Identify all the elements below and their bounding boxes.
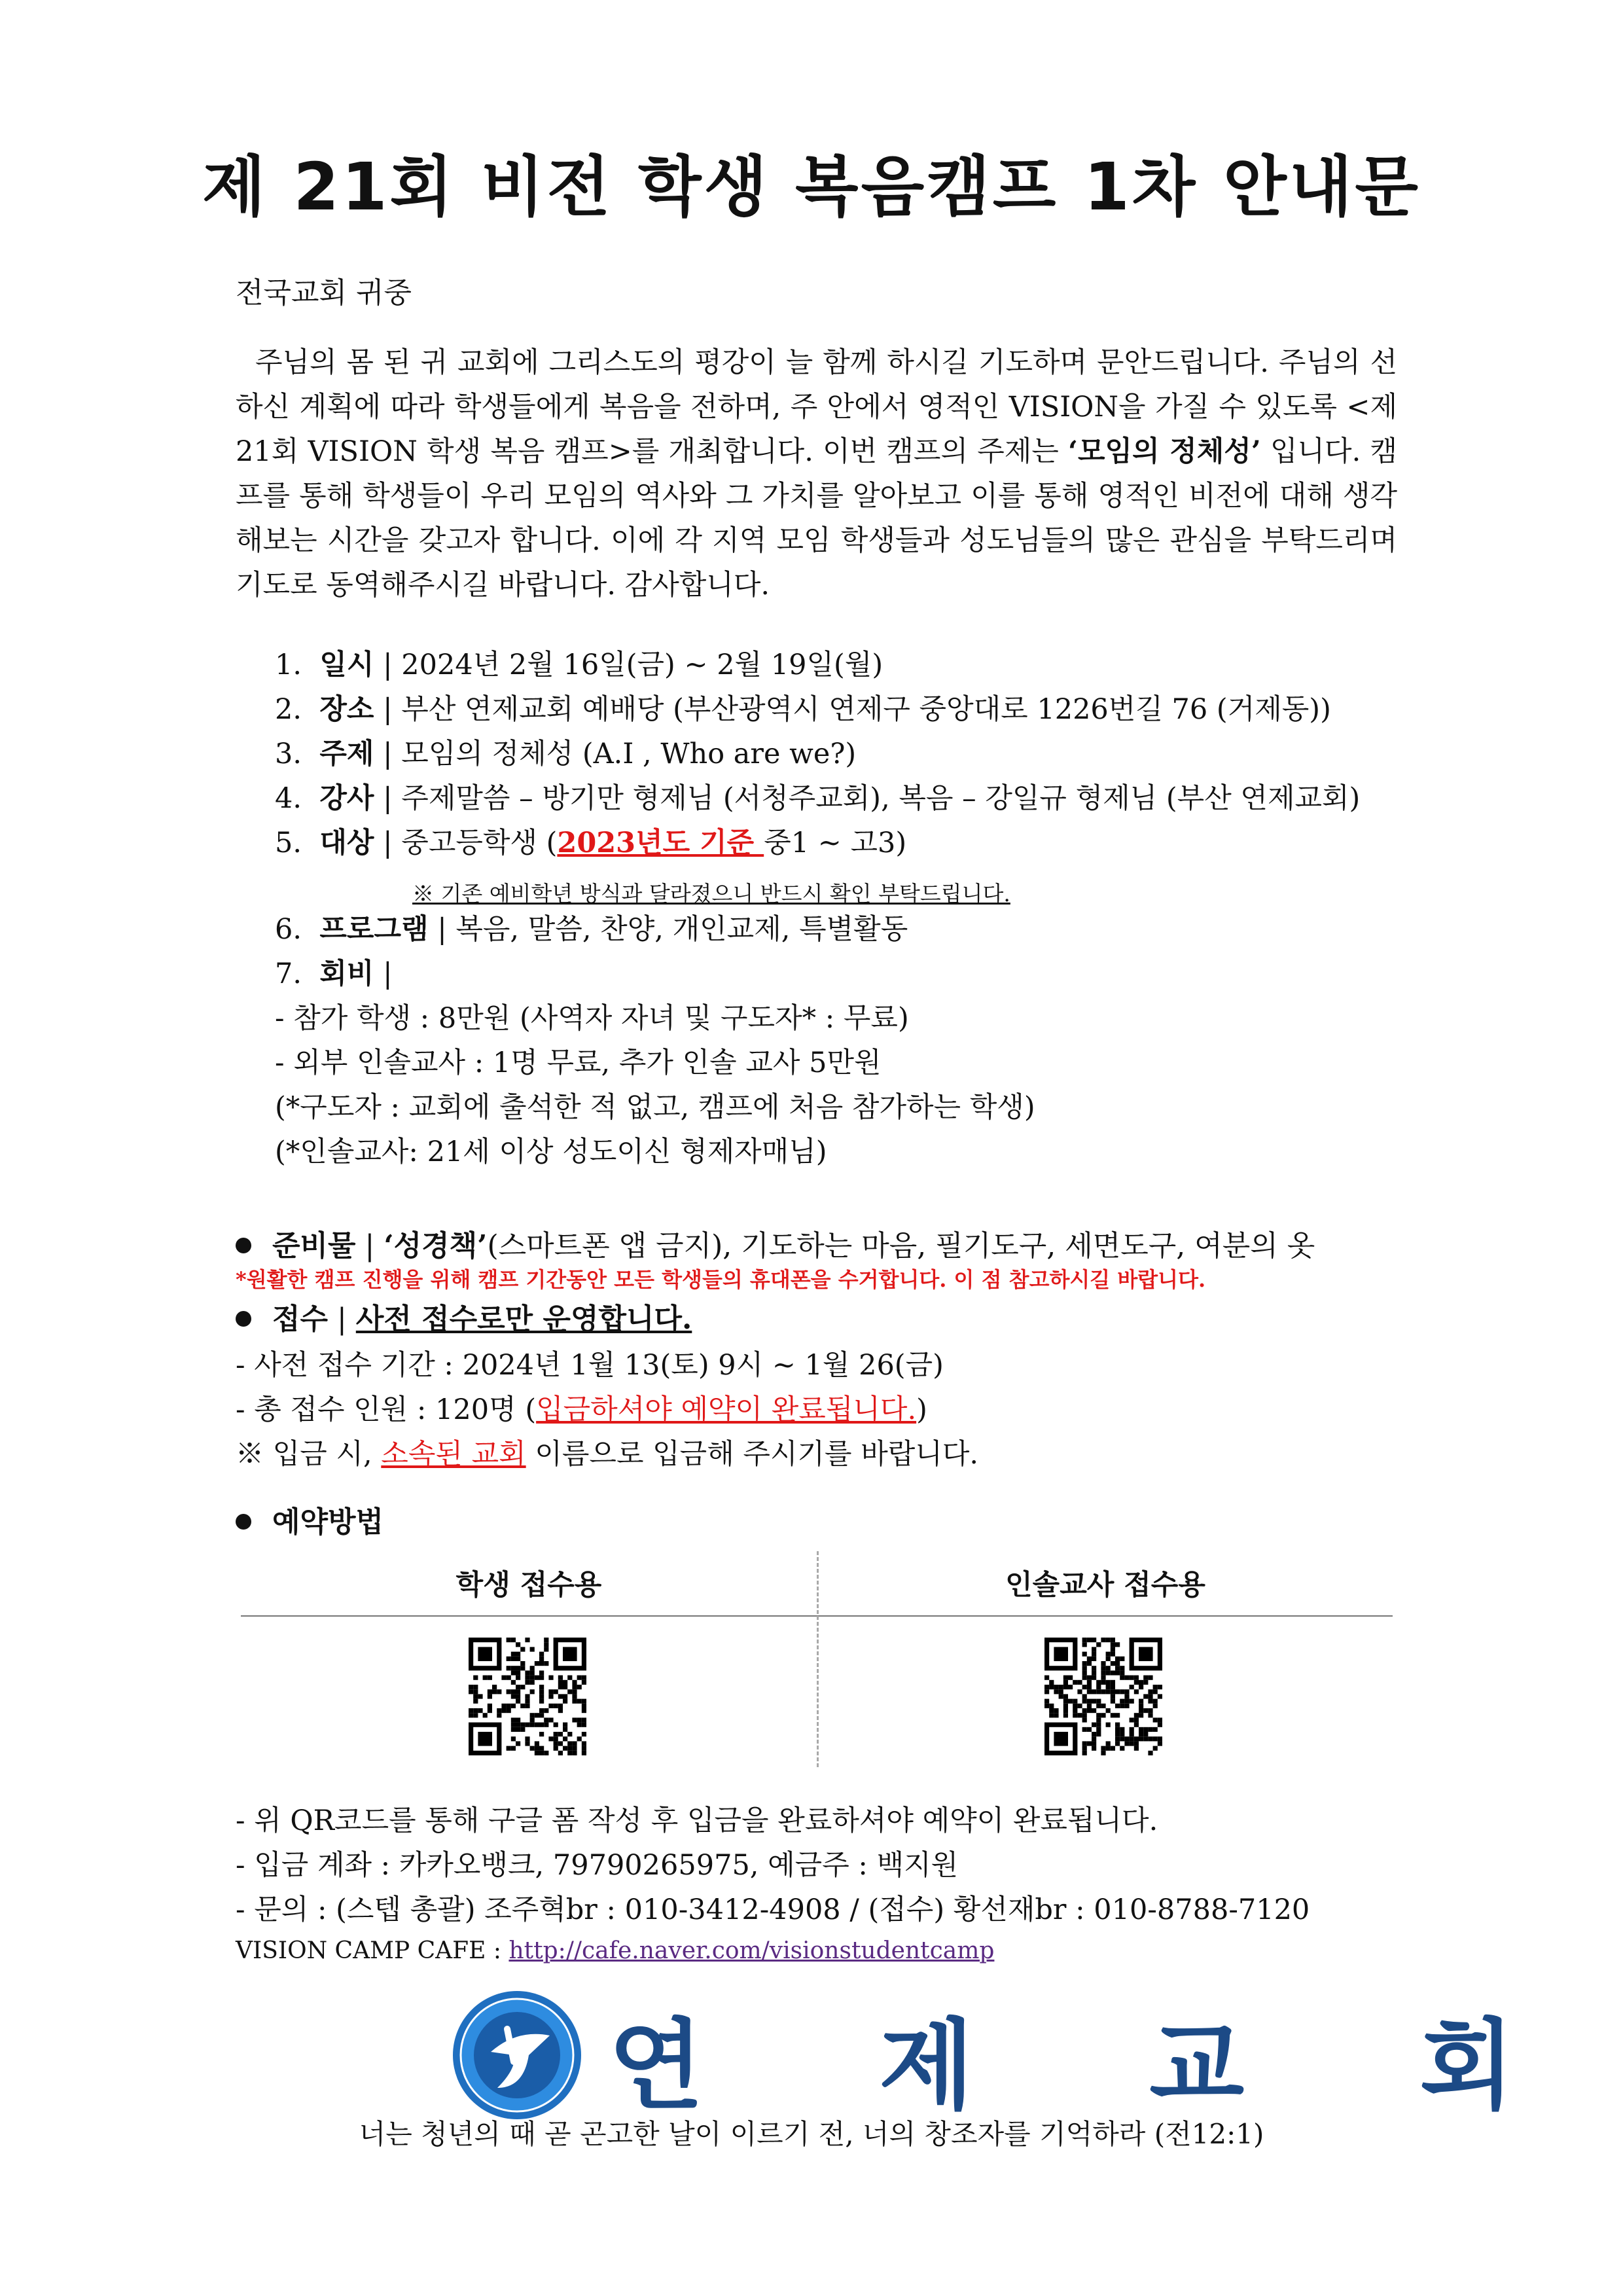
reception-separator: | bbox=[328, 1302, 356, 1336]
item-number: 4. bbox=[275, 782, 302, 815]
deposit-suffix: 이름으로 입금해 주시기를 바랍니다. bbox=[526, 1438, 979, 1471]
intro-paragraph bbox=[236, 340, 1397, 607]
item-number: 7. bbox=[275, 958, 302, 990]
item-value: | bbox=[374, 958, 393, 990]
page-title: 제 21회 비전 학생 복음캠프 1차 안내문 bbox=[202, 149, 1421, 225]
count-suffix: ) bbox=[916, 1393, 927, 1426]
bullet-icon bbox=[236, 1238, 251, 1253]
bullet-icon bbox=[236, 1514, 251, 1530]
prep-separator: | bbox=[355, 1229, 384, 1263]
contact-line: - 문의 : (스텝 총괄) 조주혁br : 010-3412-4908 / (접수) 황선재br : 010-8788-7120 bbox=[236, 1893, 1310, 1926]
bank-account: - 입금 계좌 : 카카오뱅크, 79790265975, 예금주 : 백지원 bbox=[236, 1849, 959, 1882]
cafe-line bbox=[236, 1937, 994, 1964]
phone-warning: *원활한 캠프 진행을 위해 캠프 기간동안 모든 학생들의 휴대폰을 수거합니다. 이 점 참고하시길 바랍니다. bbox=[236, 1267, 1206, 1292]
registration-details bbox=[236, 1343, 978, 1477]
reception-section bbox=[236, 1297, 692, 1342]
intro-before: 주님의 몸 된 귀 교회에 그리스도의 평강이 늘 함께 하시길 기도하며 문안드립니다. 주님의 선하신 계획에 따라 학생들에게 복음을 전하며, 주 안에서 영적인 VISION을 가질 수 있도록 <제 21회 VISION 학생 복음 캠프>를 개최합니다. 이번 캠프의 주제는 bbox=[236, 346, 1398, 468]
item-label: 강사 bbox=[319, 782, 374, 815]
target-highlight: 2023년도 기준 bbox=[557, 827, 764, 859]
item-speakers bbox=[275, 776, 1360, 821]
item-label: 주제 bbox=[319, 738, 374, 770]
deposit-prefix: ※ 입금 시, bbox=[236, 1438, 382, 1471]
prep-bible: ‘성경책’ bbox=[383, 1229, 488, 1263]
item-label: 프로그램 bbox=[319, 913, 429, 946]
contact-info bbox=[236, 1799, 1310, 1932]
intro-after: 입니다. 캠프를 통해 학생들이 우리 모임의 역사와 그 가치를 알아보고 이를 통해 영적인 비전에 대해 생각해보는 시간을 갖고자 합니다. 이에 각 지역 모임 학생들과 성도님들의 많은 관심을 부탁드리며 기도로 동역해주시길 바랍니다. 감사합니다. bbox=[236, 435, 1398, 601]
count-notice: 입금하셔야 예약이 완료됩니다. bbox=[536, 1393, 917, 1426]
item-value: | 중고등학생 ( bbox=[374, 827, 558, 859]
column-divider bbox=[817, 1551, 819, 1767]
target-note: ※ 기존 예비학년 방식과 달라졌으니 반드시 확인 부탁드립니다. bbox=[412, 881, 1010, 906]
church-name: 연 제 교 회 bbox=[609, 2009, 1586, 2123]
item-label: 장소 bbox=[319, 693, 374, 726]
student-qr-code[interactable] bbox=[469, 1638, 586, 1755]
item-value: | 부산 연제교회 예배당 (부산광역시 연제구 중앙대로 1226번길 76 (거제동)) bbox=[374, 693, 1331, 726]
bible-verse: 너는 청년의 때 곧 곤고한 날이 이르기 전, 너의 창조자를 기억하라 (전12:1) bbox=[359, 2118, 1264, 2150]
fee-details bbox=[275, 996, 1035, 1174]
count-prefix: - 총 접수 인원 : 120명 ( bbox=[236, 1393, 537, 1426]
item-label: 대상 bbox=[319, 827, 374, 859]
item-number: 1. bbox=[275, 649, 302, 681]
item-number: 2. bbox=[275, 693, 302, 726]
student-qr-label: 학생 접수용 bbox=[455, 1569, 602, 1602]
fee-line: (*인솔교사: 21세 이상 성도이신 형제자매님) bbox=[275, 1136, 827, 1168]
item-value: | 주제말씀 – 방기만 형제님 (서청주교회), 복음 – 강일규 형제님 (부산 연제교회) bbox=[374, 782, 1361, 815]
reception-value: 사전 접수로만 운영합니다. bbox=[355, 1302, 692, 1336]
item-program bbox=[275, 907, 908, 952]
prep-section bbox=[236, 1224, 1315, 1268]
reception-label: 접수 bbox=[272, 1302, 329, 1336]
church-logo-icon bbox=[452, 1990, 582, 2121]
item-value: | 2024년 2월 16일(금) ~ 2월 19일(월) bbox=[374, 649, 883, 681]
deposit-note bbox=[236, 1432, 978, 1477]
greeting: 전국교회 귀중 bbox=[236, 276, 412, 310]
method-section bbox=[236, 1500, 383, 1545]
item-number: 5. bbox=[275, 827, 302, 859]
item-target bbox=[275, 821, 1360, 865]
item-value: | 복음, 말씀, 찬양, 개인교제, 특별활동 bbox=[428, 913, 908, 946]
item-date bbox=[275, 643, 1360, 687]
teacher-qr-label: 인솔교사 접수용 bbox=[1005, 1569, 1205, 1602]
prep-items: (스마트폰 앱 금지), 기도하는 마음, 필기도구, 세면도구, 여분의 옷 bbox=[487, 1229, 1315, 1263]
item-number: 3. bbox=[275, 738, 302, 770]
item-label: 일시 bbox=[319, 649, 374, 681]
info-list bbox=[275, 643, 1360, 865]
fee-line: (*구도자 : 교회에 출석한 적 없고, 캠프에 처음 참가하는 학생) bbox=[275, 1091, 1035, 1124]
cafe-link[interactable]: http://cafe.naver.com/visionstudentcamp bbox=[508, 1937, 995, 1964]
item-value: | 모임의 정체성 (A.I , Who are we?) bbox=[374, 738, 857, 770]
intro-theme: ‘모임의 정체성’ bbox=[1068, 435, 1261, 468]
registration-count bbox=[236, 1388, 978, 1432]
deposit-highlight: 소속된 교회 bbox=[381, 1438, 526, 1471]
qr-instruction: - 위 QR코드를 통해 구글 폼 작성 후 입금을 완료하셔야 예약이 완료됩니다. bbox=[236, 1804, 1158, 1837]
bullet-icon bbox=[236, 1311, 251, 1327]
prep-label: 준비물 bbox=[272, 1229, 356, 1263]
item-fee bbox=[275, 952, 908, 996]
registration-period: - 사전 접수 기간 : 2024년 1월 13(토) 9시 ~ 1월 26(금) bbox=[236, 1349, 944, 1382]
item-place bbox=[275, 687, 1360, 732]
item-label: 회비 bbox=[319, 958, 374, 990]
teacher-qr-code[interactable] bbox=[1044, 1638, 1162, 1755]
item-number: 6. bbox=[275, 913, 302, 946]
fee-line: - 외부 인솔교사 : 1명 무료, 추가 인솔 교사 5만원 bbox=[275, 1047, 882, 1079]
cafe-label: VISION CAMP CAFE : bbox=[236, 1937, 509, 1964]
fee-line: - 참가 학생 : 8만원 (사역자 자녀 및 구도자* : 무료) bbox=[275, 1002, 909, 1035]
method-label: 예약방법 bbox=[272, 1505, 384, 1539]
item-theme bbox=[275, 732, 1360, 776]
info-list-2 bbox=[275, 907, 908, 996]
item-value-suffix: 중1 ~ 고3) bbox=[764, 827, 907, 859]
